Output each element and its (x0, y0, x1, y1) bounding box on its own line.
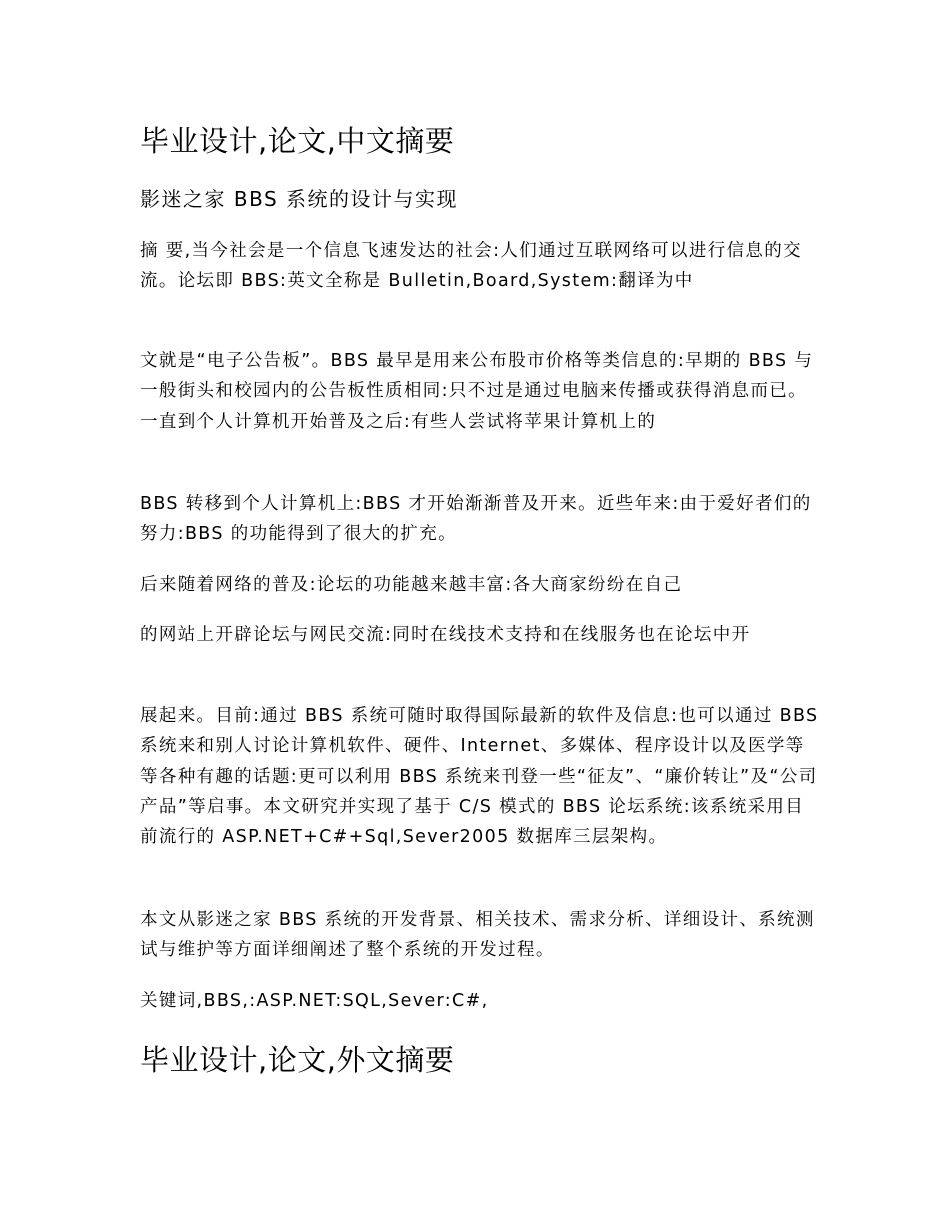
abstract-paragraph: 后来随着网络的普及:论坛的功能越来越丰富:各大商家纷纷在自己 (140, 575, 683, 595)
thesis-subtitle: 影迷之家 BBS 系统的设计与实现 (140, 187, 458, 211)
abstract-paragraph: 的网站上开辟论坛与网民交流:同时在线技术支持和在线服务也在论坛中开 (140, 625, 751, 645)
abstract-paragraph: 摘 要,当今社会是一个信息飞速发达的社会:人们通过互联网络可以进行信息的交流。论坛即 BBS:英文全称是 Bulletin,Board,System:翻译为中 (140, 241, 802, 292)
abstract-paragraph: 文就是“电子公告板”。BBS 最早是用来公布股市价格等类信息的:早期的 BBS 与一般街头和校园内的公告板性质相同:只不过是通过电脑来传播或获得消息而已。一直到个人计算机开始普及之后:有些人尝试将苹果计算机上的 (140, 351, 814, 432)
foreign-abstract-heading: 毕业设计,论文,外文摘要 (140, 1043, 455, 1077)
abstract-paragraph: 展起来。目前:通过 BBS 系统可随时取得国际最新的软件及信息:也可以通过 BBS 系统来和别人讨论计算机软件、硬件、Internet、多媒体、程序设计以及医学等等各种有趣的话题:更可以利用 BBS 系统来刊登一些“征友”、“廉价转让”及“公司产品”等启事。本文研究并实现了基于 C/S 模式的 BBS 论坛系统:该系统采用目前流行的 ASP.NET+C#+Sql,Sever2005 数据库三层架构。 (140, 706, 819, 848)
chinese-abstract-heading: 毕业设计,论文,中文摘要 (140, 124, 455, 158)
keywords-line: 关键词,BBS,:ASP.NET:SQL,Sever:C#, (140, 991, 489, 1011)
abstract-paragraph: 本文从影迷之家 BBS 系统的开发背景、相关技术、需求分析、详细设计、系统测试与维护等方面详细阐述了整个系统的开发过程。 (140, 910, 815, 961)
abstract-paragraph: BBS 转移到个人计算机上:BBS 才开始渐渐普及开来。近些年来:由于爱好者们的努力:BBS 的功能得到了很大的扩充。 (140, 494, 812, 545)
